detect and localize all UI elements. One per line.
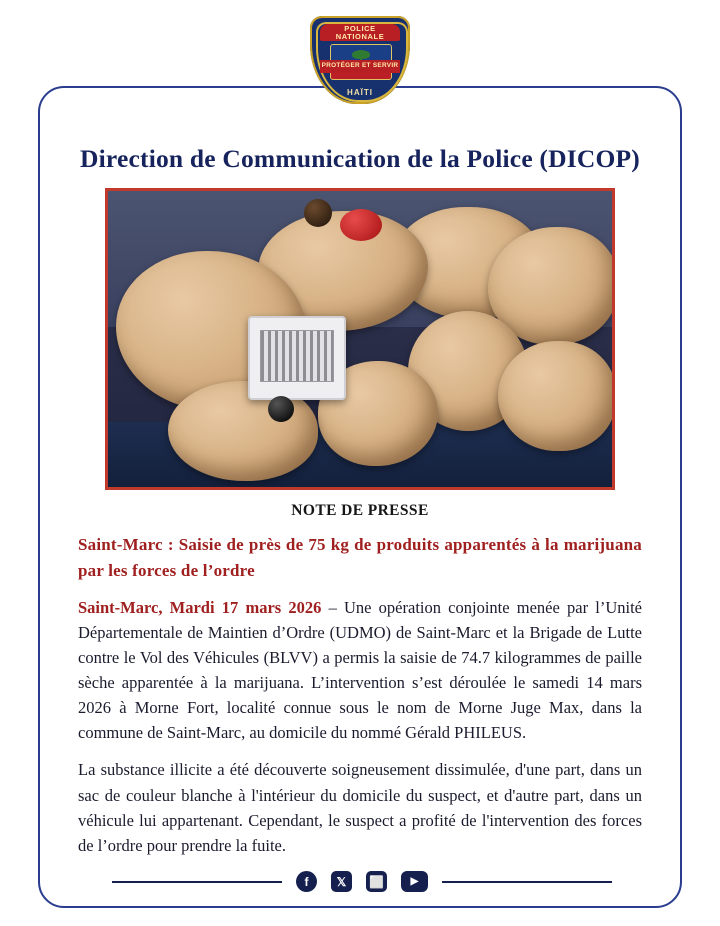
police-emblem-icon — [306, 8, 414, 112]
emblem-motto: PROTÉGER ET SERVIR — [320, 60, 400, 73]
instagram-icon[interactable]: ⬜ — [366, 871, 387, 892]
emblem-country: HAÏTI — [347, 88, 373, 97]
social-bar — [40, 871, 682, 892]
dark-cap-object — [304, 199, 332, 227]
paragraph-1 — [78, 595, 642, 745]
emblem-top-text: POLICE NATIONALE — [320, 24, 400, 41]
paragraph-1-text: – Une opération conjointe menée par l’Unité Départementale de Maintien d’Ordre (UDMO) de Saint-Marc et la Brigade de Lutte contre le Vol des Véhicules (BLVV) a permis la saisie de 74.7 kilogrammes de paille sèche apparentée à la marijuana. L’intervention s’est déroulée le samedi 14 mars 2026 à Morne Fort, localité connue sous le nom de Morne Juge Max, dans la commune de Saint-Marc, au domicile du nommé Gérald PHILEUS. — [78, 598, 642, 743]
photo-caption: NOTE DE PRESSE — [291, 502, 429, 519]
black-knob-object — [268, 396, 294, 422]
headline: Saint-Marc : Saisie de près de 75 kg de produits apparentés à la marijuana par les forces de l’ordre — [78, 535, 642, 580]
page-title: Direction de Communication de la Police (DICOP) — [80, 144, 640, 173]
facebook-icon[interactable]: f — [296, 871, 317, 892]
press-release-card — [38, 86, 682, 908]
article-body — [40, 532, 680, 858]
paragraph-2: La substance illicite a été découverte soigneusement dissimulée, d'une part, dans un sac de couleur blanche à l'intérieur du domicile du suspect, et d'autre part, dans un véhicule lui appartenant. Cependant, le suspect a profité de l'intervention des forces de l’ordre pour prendre la fuite. — [78, 760, 642, 855]
youtube-icon[interactable]: ▶ — [401, 871, 428, 892]
twitter-x-icon[interactable]: 𝕏 — [331, 871, 352, 892]
emblem-container — [0, 8, 720, 118]
white-scale-device — [248, 316, 346, 400]
package-blob — [498, 341, 615, 451]
red-cap-object — [340, 209, 382, 241]
divider-left — [112, 881, 282, 883]
seizure-photo — [105, 188, 615, 490]
divider-right — [442, 881, 612, 883]
paragraph-1-dateline: Saint-Marc, Mardi 17 mars 2026 — [78, 598, 322, 617]
